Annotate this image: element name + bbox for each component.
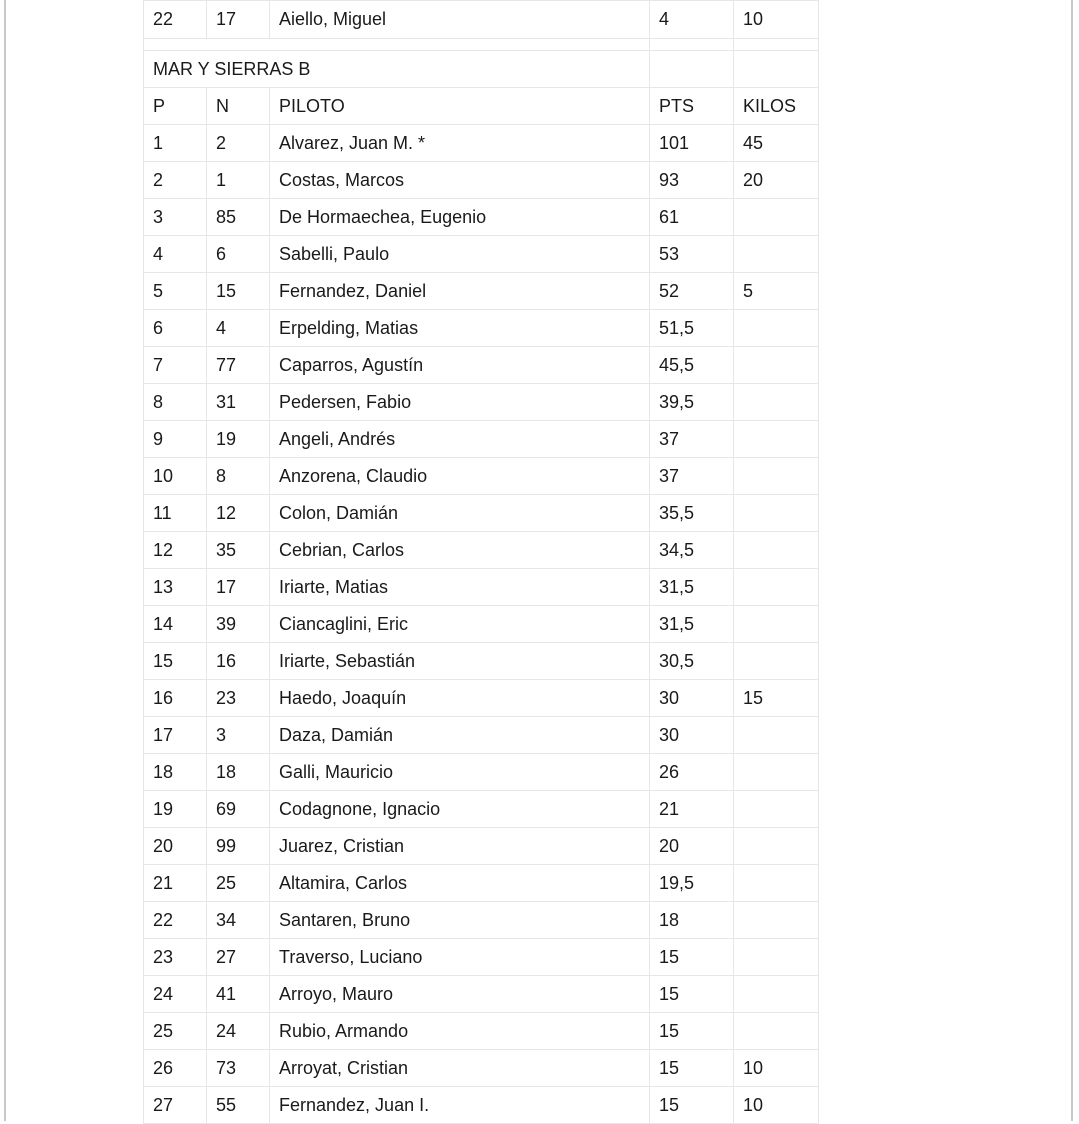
cell-pts: 20 (650, 828, 734, 865)
cell-n: 8 (207, 458, 270, 495)
table-row (144, 125, 819, 162)
cell-piloto: Caparros, Agustín (270, 347, 650, 384)
cell-piloto: Rubio, Armando (270, 1013, 650, 1050)
cell-piloto: Sabelli, Paulo (270, 236, 650, 273)
cell-p: 4 (144, 236, 207, 273)
cell-p: 12 (144, 532, 207, 569)
table-row (144, 1087, 819, 1124)
cell-pts: 15 (650, 1050, 734, 1087)
cell-pts: 93 (650, 162, 734, 199)
cell-kilos: 20 (734, 162, 819, 199)
cell-kilos: 5 (734, 273, 819, 310)
cell-kilos (734, 791, 819, 828)
table-row (144, 347, 819, 384)
table-row (144, 421, 819, 458)
header-p: P (144, 88, 207, 125)
cell-piloto: Aiello, Miguel (270, 1, 650, 39)
cell-n: 99 (207, 828, 270, 865)
cell-kilos (734, 902, 819, 939)
table-row (144, 384, 819, 421)
cell-kilos (734, 310, 819, 347)
cell-kilos (734, 865, 819, 902)
spacer-cell (734, 39, 819, 51)
cell-p: 14 (144, 606, 207, 643)
cell-kilos (734, 421, 819, 458)
cell-n: 41 (207, 976, 270, 1013)
cell-p: 16 (144, 680, 207, 717)
table-row (144, 199, 819, 236)
cell-pts: 30 (650, 717, 734, 754)
cell-piloto: Anzorena, Claudio (270, 458, 650, 495)
cell-piloto: Erpelding, Matias (270, 310, 650, 347)
cell-pts: 52 (650, 273, 734, 310)
cell-n: 6 (207, 236, 270, 273)
spacer-cell (650, 39, 734, 51)
cell-pts: 37 (650, 458, 734, 495)
cell-kilos (734, 236, 819, 273)
table-row (144, 828, 819, 865)
cell-kilos (734, 458, 819, 495)
cell-n: 1 (207, 162, 270, 199)
cell-pts: 37 (650, 421, 734, 458)
cell-pts: 101 (650, 125, 734, 162)
cell-kilos (734, 347, 819, 384)
cell-kilos (734, 939, 819, 976)
empty-cell (734, 51, 819, 88)
table-row (144, 791, 819, 828)
cell-kilos (734, 384, 819, 421)
cell-p: 22 (144, 1, 207, 39)
cell-piloto: Juarez, Cristian (270, 828, 650, 865)
cell-p: 19 (144, 791, 207, 828)
cell-piloto: Galli, Mauricio (270, 754, 650, 791)
cell-piloto: Arroyat, Cristian (270, 1050, 650, 1087)
cell-pts: 15 (650, 976, 734, 1013)
cell-pts: 15 (650, 1087, 734, 1124)
standings-sheet (143, 0, 818, 1124)
cell-p: 11 (144, 495, 207, 532)
table-row (144, 495, 819, 532)
table-row (144, 310, 819, 347)
cell-n: 34 (207, 902, 270, 939)
header-piloto: PILOTO (270, 88, 650, 125)
table-row (144, 606, 819, 643)
cell-piloto: Iriarte, Sebastián (270, 643, 650, 680)
cell-piloto: Fernandez, Daniel (270, 273, 650, 310)
cell-piloto: Pedersen, Fabio (270, 384, 650, 421)
cell-kilos: 10 (734, 1087, 819, 1124)
cell-pts: 18 (650, 902, 734, 939)
cell-p: 17 (144, 717, 207, 754)
cell-p: 8 (144, 384, 207, 421)
cell-pts: 15 (650, 1013, 734, 1050)
cell-piloto: Iriarte, Matias (270, 569, 650, 606)
cell-kilos (734, 828, 819, 865)
cell-piloto: Altamira, Carlos (270, 865, 650, 902)
cell-pts: 61 (650, 199, 734, 236)
table-row (144, 717, 819, 754)
cell-pts: 21 (650, 791, 734, 828)
table-row (144, 902, 819, 939)
cell-kilos (734, 976, 819, 1013)
cell-pts: 19,5 (650, 865, 734, 902)
table-row (144, 458, 819, 495)
cell-n: 23 (207, 680, 270, 717)
cell-p: 22 (144, 902, 207, 939)
cell-p: 23 (144, 939, 207, 976)
cell-n: 55 (207, 1087, 270, 1124)
cell-pts: 15 (650, 939, 734, 976)
standings-table (143, 0, 819, 1124)
cell-n: 12 (207, 495, 270, 532)
page-border-right (1071, 0, 1073, 1121)
cell-pts: 30,5 (650, 643, 734, 680)
cell-n: 17 (207, 1, 270, 39)
cell-piloto: Codagnone, Ignacio (270, 791, 650, 828)
cell-p: 2 (144, 162, 207, 199)
cell-n: 3 (207, 717, 270, 754)
cell-kilos: 10 (734, 1, 819, 39)
cell-kilos (734, 569, 819, 606)
cell-n: 19 (207, 421, 270, 458)
cell-n: 35 (207, 532, 270, 569)
table-row (144, 939, 819, 976)
cell-piloto: Arroyo, Mauro (270, 976, 650, 1013)
cell-p: 15 (144, 643, 207, 680)
cell-piloto: Haedo, Joaquín (270, 680, 650, 717)
cell-p: 9 (144, 421, 207, 458)
cell-p: 10 (144, 458, 207, 495)
cell-p: 24 (144, 976, 207, 1013)
cell-kilos (734, 532, 819, 569)
cell-pts: 31,5 (650, 569, 734, 606)
table-row (144, 976, 819, 1013)
cell-n: 27 (207, 939, 270, 976)
cell-n: 69 (207, 791, 270, 828)
cell-pts: 39,5 (650, 384, 734, 421)
cell-p: 26 (144, 1050, 207, 1087)
table-row (144, 680, 819, 717)
previous-table-row (144, 1, 819, 39)
cell-pts: 51,5 (650, 310, 734, 347)
cell-piloto: Ciancaglini, Eric (270, 606, 650, 643)
cell-p: 7 (144, 347, 207, 384)
cell-kilos (734, 1013, 819, 1050)
cell-kilos (734, 495, 819, 532)
cell-kilos: 15 (734, 680, 819, 717)
cell-pts: 30 (650, 680, 734, 717)
cell-kilos (734, 606, 819, 643)
cell-n: 15 (207, 273, 270, 310)
header-kilos: KILOS (734, 88, 819, 125)
cell-pts: 4 (650, 1, 734, 39)
cell-piloto: Traverso, Luciano (270, 939, 650, 976)
cell-kilos (734, 199, 819, 236)
cell-n: 25 (207, 865, 270, 902)
cell-n: 17 (207, 569, 270, 606)
cell-kilos: 45 (734, 125, 819, 162)
header-pts: PTS (650, 88, 734, 125)
cell-kilos: 10 (734, 1050, 819, 1087)
cell-n: 85 (207, 199, 270, 236)
cell-piloto: Daza, Damián (270, 717, 650, 754)
cell-pts: 35,5 (650, 495, 734, 532)
cell-p: 1 (144, 125, 207, 162)
page-border-left (4, 0, 6, 1121)
cell-piloto: Alvarez, Juan M. * (270, 125, 650, 162)
cell-n: 2 (207, 125, 270, 162)
cell-n: 39 (207, 606, 270, 643)
cell-piloto: Fernandez, Juan I. (270, 1087, 650, 1124)
cell-piloto: De Hormaechea, Eugenio (270, 199, 650, 236)
cell-p: 3 (144, 199, 207, 236)
cell-n: 18 (207, 754, 270, 791)
cell-pts: 53 (650, 236, 734, 273)
cell-n: 77 (207, 347, 270, 384)
cell-n: 24 (207, 1013, 270, 1050)
cell-p: 13 (144, 569, 207, 606)
cell-p: 21 (144, 865, 207, 902)
cell-p: 20 (144, 828, 207, 865)
cell-pts: 45,5 (650, 347, 734, 384)
cell-p: 5 (144, 273, 207, 310)
cell-n: 4 (207, 310, 270, 347)
table-row (144, 273, 819, 310)
cell-p: 18 (144, 754, 207, 791)
cell-kilos (734, 754, 819, 791)
table-row (144, 754, 819, 791)
cell-kilos (734, 643, 819, 680)
cell-piloto: Santaren, Bruno (270, 902, 650, 939)
table-row (144, 532, 819, 569)
cell-piloto: Costas, Marcos (270, 162, 650, 199)
table-row (144, 569, 819, 606)
cell-kilos (734, 717, 819, 754)
cell-piloto: Angeli, Andrés (270, 421, 650, 458)
table-row (144, 236, 819, 273)
table-row (144, 865, 819, 902)
spacer-row (144, 39, 819, 51)
cell-p: 6 (144, 310, 207, 347)
cell-n: 73 (207, 1050, 270, 1087)
cell-p: 27 (144, 1087, 207, 1124)
section-title-row (144, 51, 819, 88)
cell-piloto: Colon, Damián (270, 495, 650, 532)
cell-pts: 34,5 (650, 532, 734, 569)
cell-pts: 31,5 (650, 606, 734, 643)
cell-n: 31 (207, 384, 270, 421)
header-row (144, 88, 819, 125)
section-title: MAR Y SIERRAS B (144, 51, 650, 88)
table-row (144, 643, 819, 680)
spacer-cell (144, 39, 650, 51)
table-row (144, 1050, 819, 1087)
cell-piloto: Cebrian, Carlos (270, 532, 650, 569)
header-n: N (207, 88, 270, 125)
table-row (144, 1013, 819, 1050)
cell-p: 25 (144, 1013, 207, 1050)
cell-n: 16 (207, 643, 270, 680)
empty-cell (650, 51, 734, 88)
cell-pts: 26 (650, 754, 734, 791)
table-row (144, 162, 819, 199)
